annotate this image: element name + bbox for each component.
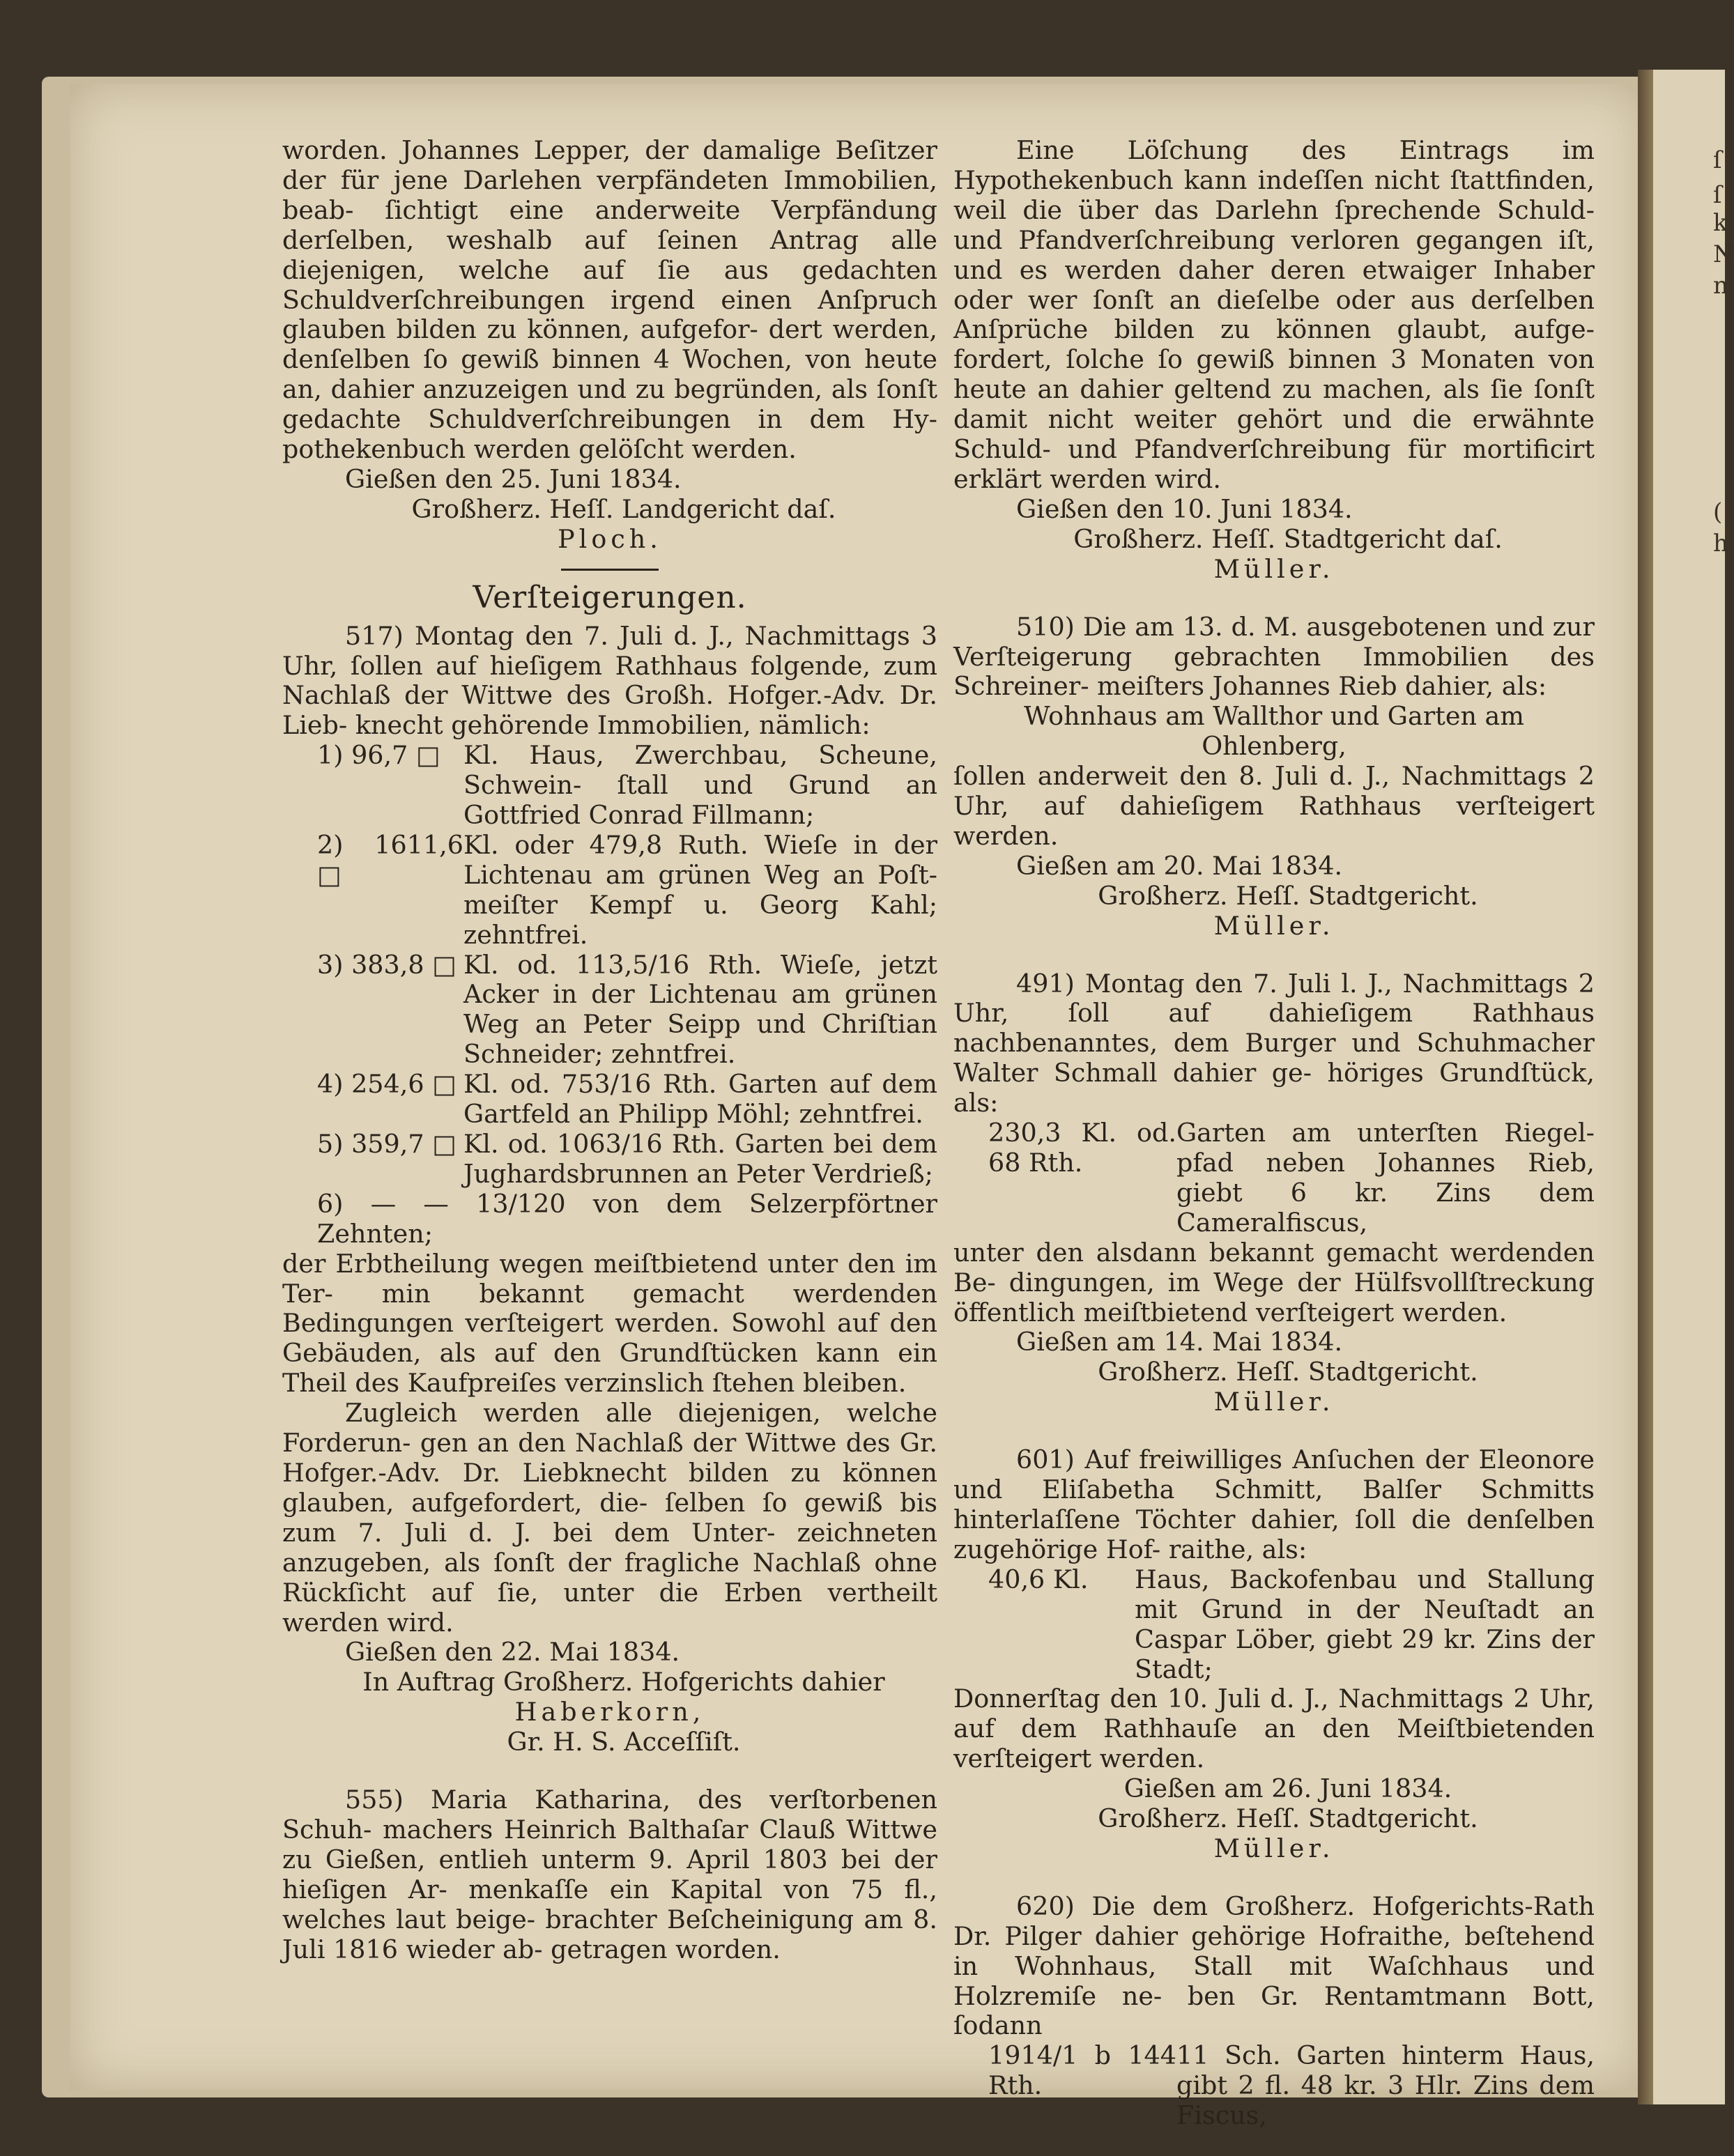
notice-date: Gießen den 22. Mai 1834.	[345, 1637, 680, 1668]
right-column	[953, 136, 1595, 2131]
adjacent-page	[1653, 70, 1725, 2104]
adjacent-page-fragment: h	[1713, 530, 1728, 557]
property-item-description: Garten am unterſten Riegel- pfad neben Johannes Rieb, giebt 6 kr. Zins dem Cameralfiscus,	[1176, 1118, 1595, 1238]
entry-510-text: 510) Die am 13. d. M. ausgebotenen und zur Verſteigerung gebrachten Immobilien des Schreiner- meiſters Johannes Rieb dahier, als:	[953, 611, 1595, 702]
property-item	[282, 741, 937, 831]
entry-517-body: der Erbtheilung wegen meiſtbietend unter den im Ter- min bekannt gemacht werdenden Bedingungen verſteigert werden. Sowohl auf den Gebäuden, als auf den Grundſtücken kann ein Theil des Kaufpreiſes verzinslich ſtehen bleiben.	[282, 1248, 937, 1399]
court-name: Großherz. Heſſ. Stadtgericht daſ.	[1073, 523, 1503, 554]
property-item	[953, 1565, 1595, 1685]
court-name: Großherz. Heſſ. Stadtgericht.	[1098, 880, 1478, 911]
adjacent-page-fragment: n	[1713, 272, 1728, 300]
adjacent-page-fragment: k	[1713, 209, 1728, 237]
section-divider	[561, 569, 659, 571]
property-item-description: Kl. Haus, Zwerchbau, Scheune, Schwein- ſtall und Grund an Gottfried Conrad Fillmann;	[463, 740, 937, 831]
entry-510-item: Wohnhaus am Wallthor und Garten am Ohlenberg,	[1024, 701, 1524, 762]
book-gutter	[1638, 70, 1653, 2104]
adjacent-page-fragment: N	[1713, 240, 1734, 268]
entry-510-body: ſollen anderweit den 8. Juli d. J., Nachmittags 2 Uhr, auf dahieſigem Rathhaus verſteigert werden.	[953, 761, 1595, 851]
entry-517-body-2: Zugleich werden alle diejenigen, welche Forderun- gen an den Nachlaß der Wittwe des Gr. Hofger.-Adv. Dr. Liebknecht bilden zu können glauben, aufgefordert, die- ſelben ſo gewiß bis zum 7. Juli d. J. bei dem Unter- zeichneten anzugeben, als ſonſt der fragliche Nachlaß ohne Rückſicht auf ſie, unter die Erben vertheilt werden wird.	[282, 1398, 937, 1638]
property-item-number: 230,3 Kl. od. 68 Rth.	[988, 1118, 1176, 1178]
property-item	[953, 1118, 1595, 1238]
property-item	[282, 950, 937, 1070]
opening-notice-text: Eine Löſchung des Eintrags im Hypothekenbuch kann indeſſen nicht ſtattfinden, weil die über das Darlehn ſprechende Schuld- und Pfandverſchreibung verloren gegangen iſt, und es werden daher deren etwaiger Inhaber oder wer ſonſt an dieſelbe oder aus derſelben Anſprüche bilden zu können glaubt, aufge- fordert, ſolche ſo gewiß binnen 3 Monaten von heute an dahier geltend zu machen, als ſie ſonſt damit nicht weiter gehört und die erwähnte Schuld- und Pfandverſchreibung für mortificirt erklärt werden wird.	[953, 135, 1595, 494]
court-name: Großherz. Heſſ. Landgericht daſ.	[411, 493, 836, 524]
entry-517-intro: 517) Montag den 7. Juli d. J., Nachmittags 3 Uhr, ſollen auf hieſigem Rathhaus folgende, zum Nachlaß der Wittwe des Großh. Hofger.-Adv. Dr. Lieb- knecht gehörende Immobilien, nämlich:	[282, 620, 937, 741]
notice-date: Gießen am 26. Juni 1834.	[1123, 1773, 1452, 1804]
property-item-6: 6) — — 13/120 von dem Selzerpförtner Zehnten;	[317, 1188, 937, 1249]
left-column	[282, 136, 937, 1964]
signature: Ploch.	[558, 523, 662, 554]
property-item	[282, 1130, 937, 1189]
property-item-description: Kl. od. 753/16 Rth. Garten auf dem Gartfeld an Philipp Möhl; zehntfrei.	[463, 1069, 937, 1130]
notice-date: Gießen den 25. Juni 1834.	[345, 463, 682, 494]
property-item-description: Kl. od. 1063/16 Rth. Garten bei dem Jughardsbrunnen an Peter Verdrieß;	[463, 1129, 937, 1189]
section-heading: Verſteigerungen.	[473, 579, 747, 615]
property-item	[282, 831, 937, 950]
property-item	[282, 1070, 937, 1130]
signature: Müller.	[1213, 553, 1335, 584]
adjacent-page-fragment: (	[1713, 498, 1723, 526]
property-item-number: 4) 254,6 □	[317, 1069, 456, 1100]
entry-555-text: 555) Maria Katharina, des verſtorbenen Schuh- machers Heinrich Balthaſar Clauß Wittwe zu Gießen, entlieh unterm 9. April 1803 bei der hieſigen Ar- menkaſſe ein Kapital von 75 fl., welches laut beige- brachter Beſcheinigung am 8. Juli 1816 wieder ab- getragen worden.	[282, 1785, 937, 1964]
opening-notice-text: worden. Johannes Lepper, der damalige Beſitzer der für jene Darlehen verpfändeten Immobilien, beab- ſichtigt eine anderweite Verpfändung derſelben, weshalb auf ſeinen Antrag alle diejenigen, welche auf ſie aus gedachten Schuldverſchreibungen irgend einen Anſpruch glauben bilden zu können, aufgefor- dert werden, denſelben ſo gewiß binnen 4 Wochen, von heute an, dahier anzuzeigen und zu begründen, als ſonſt gedachte Schuldverſchreibungen in dem Hy- pothekenbuch werden gelöſcht werden.	[282, 135, 937, 465]
property-item-description: Kl. oder 479,8 Ruth. Wieſe in der Lichtenau am grünen Weg an Poſt- meiſter Kempf u. Georg Kahl; zehntfrei.	[463, 829, 937, 950]
notice-date: Gießen am 20. Mai 1834.	[1016, 850, 1343, 881]
property-item-number: 1) 96,7 □	[317, 740, 440, 771]
property-item-number: 5) 359,7 □	[317, 1129, 456, 1159]
entry-601-body: Donnerſtag den 10. Juli d. J., Nachmittags 2 Uhr, auf dem Rathhauſe an den Meiſtbietenden verſteigert werden.	[953, 1684, 1595, 1774]
notice-date: Gießen den 10. Juni 1834.	[1016, 493, 1353, 524]
property-item-number: 40,6 Kl.	[988, 1564, 1089, 1594]
signature: Haberkorn,	[514, 1697, 705, 1727]
signature-title: Gr. H. S. Acceſſiſt.	[507, 1727, 741, 1757]
property-item-number: 3) 383,8 □	[317, 949, 456, 980]
entry-620-text: 620) Die dem Großherz. Hofgerichts-Rath Dr. Pilger dahier gehörige Hofraithe, beſtehend in Wohnhaus, Stall mit Waſchhaus und Holzremiſe ne- ben Gr. Rentamtmann Bott, ſodann	[953, 1891, 1595, 2041]
adjacent-page-fragment: ſ	[1713, 181, 1722, 209]
entry-491-body: unter den alsdann bekannt gemacht werdenden Be- dingungen, im Wege der Hülfsvollſtreckung öffentlich meiſtbietend verſteigert werden.	[953, 1237, 1595, 1327]
signature: Müller.	[1213, 1387, 1335, 1417]
property-item-description: Kl. od. 113,5/16 Rth. Wieſe, jetzt Acker in der Lichtenau am grünen Weg an Peter Seipp und Chriſtian Schneider; zehntfrei.	[463, 949, 937, 1070]
notice-date: Gießen am 14. Mai 1834.	[1016, 1327, 1343, 1357]
property-item-description: Haus, Backofenbau und Stallung mit Grund in der Neuſtadt an Caspar Löber, giebt 29 kr. Zins der Stadt;	[1135, 1564, 1595, 1684]
court-name: Großherz. Heſſ. Stadtgericht.	[1098, 1357, 1478, 1387]
property-item-description: 11 Sch. Garten hinterm Haus, gibt 2 fl. 48 kr. 3 Hlr. Zins dem Fiscus,	[1176, 2040, 1595, 2131]
court-name: In Auftrag Großherz. Hofgerichts dahier	[362, 1667, 885, 1697]
property-item-number: 1914/1 b 144 Rth.	[988, 2040, 1176, 2101]
property-item-number: 2) 1611,6 □	[317, 829, 463, 890]
adjacent-page-fragment: ſ	[1713, 146, 1722, 174]
court-name: Großherz. Heſſ. Stadtgericht.	[1098, 1803, 1478, 1834]
signature: Müller.	[1213, 1833, 1335, 1863]
entry-601-text: 601) Auf freiwilliges Anſuchen der Eleonore und Eliſabetha Schmitt, Balſer Schmitts hinterlaſſene Töchter dahier, ſoll die denſelben zugehörige Hof- raithe, als:	[953, 1445, 1595, 1564]
property-item	[953, 2041, 1595, 2131]
entry-491-text: 491) Montag den 7. Juli l. J., Nachmittags 2 Uhr, ſoll auf dahieſigem Rathhaus nachbenanntes, dem Burger und Schuhmacher Walter Schmall dahier ge- höriges Grundſtück, als:	[953, 968, 1595, 1118]
signature: Müller.	[1213, 910, 1335, 941]
